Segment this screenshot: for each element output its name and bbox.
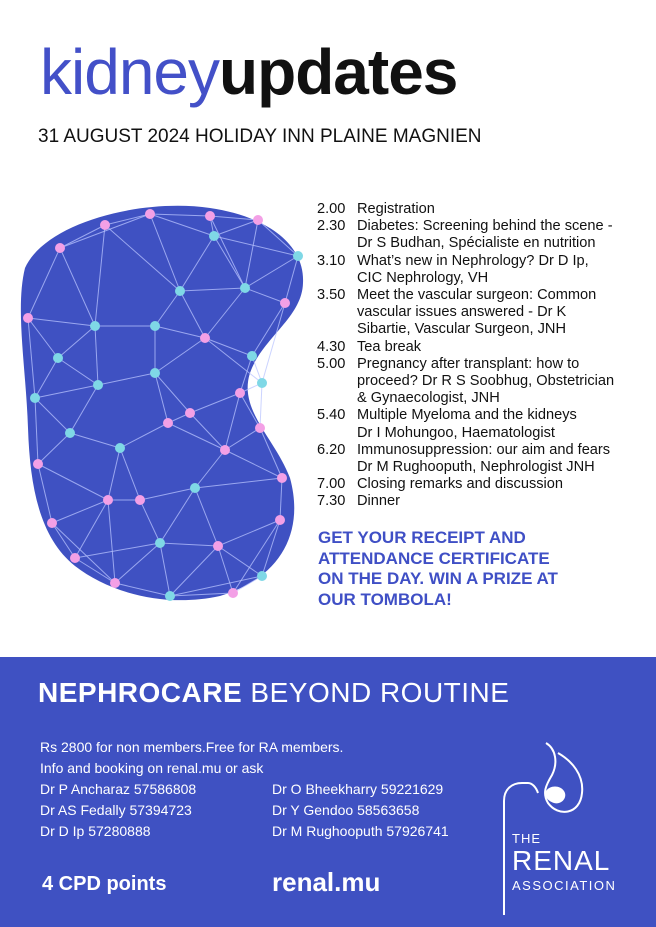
schedule-time: 6.20	[317, 441, 346, 458]
mesh-node	[205, 211, 215, 221]
mesh-line	[260, 383, 262, 428]
logo-renal: RENAL	[512, 845, 611, 876]
contact-left: Dr AS Fedally 57394723	[40, 802, 192, 818]
mesh-node	[150, 321, 160, 331]
schedule-item	[317, 407, 647, 441]
footer-panel	[0, 657, 656, 927]
mesh-node	[53, 353, 63, 363]
mesh-node	[247, 351, 257, 361]
mesh-node	[110, 578, 120, 588]
event-title	[40, 36, 458, 108]
schedule-time: 3.50	[317, 287, 346, 304]
mesh-node	[228, 588, 238, 598]
mesh-node	[235, 388, 245, 398]
mesh-node	[30, 393, 40, 403]
contact-left: Dr D Ip 57280888	[40, 823, 151, 839]
schedule-time: 2.00	[317, 201, 346, 217]
price-info: Rs 2800 for non members.Free for RA members.	[40, 739, 344, 755]
mesh-node	[55, 243, 65, 253]
title-updates: updates	[219, 36, 458, 108]
schedule-text: Multiple Myeloma and the kidneys Dr I Mohungoo, Haematologist	[357, 407, 577, 441]
schedule-text: Pregnancy after transplant: how to proceed? Dr R S Soobhug, Obstetrician & Gynaecologist, JNH	[357, 355, 615, 407]
mesh-node	[47, 518, 57, 528]
schedule-text: Registration	[357, 201, 435, 217]
mesh-node	[135, 495, 145, 505]
mesh-node	[100, 220, 110, 230]
tagline-bold: NEPHROCARE	[38, 677, 243, 708]
programme-schedule	[317, 201, 647, 511]
website-link[interactable]: renal.mu	[272, 867, 381, 897]
schedule-item	[317, 201, 647, 218]
mesh-node	[190, 483, 200, 493]
schedule-text: Tea break	[357, 338, 422, 355]
schedule-item	[317, 356, 647, 408]
mesh-node	[220, 445, 230, 455]
schedule-text: Meet the vascular surgeon: Common vascular issues answered - Dr K Sibartie, Vascular Surgeon, JNH	[357, 287, 597, 338]
mesh-node	[103, 495, 113, 505]
booking-info: Info and booking on renal.mu or ask	[40, 760, 264, 776]
schedule-item	[317, 218, 647, 252]
tagline	[38, 677, 509, 709]
mesh-node	[277, 473, 287, 483]
schedule-item	[317, 339, 647, 356]
mesh-node	[23, 313, 33, 323]
logo-association: ASSOCIATION	[512, 878, 617, 893]
contact-right: Dr Y Gendoo 58563658	[272, 802, 420, 818]
mesh-node	[255, 423, 265, 433]
mesh-node	[175, 286, 185, 296]
mesh-node	[253, 215, 263, 225]
title-kidney: kidney	[40, 36, 219, 108]
schedule-item	[317, 253, 647, 287]
mesh-node	[257, 571, 267, 581]
kidney-network-illustration	[0, 188, 320, 628]
schedule-time: 5.00	[317, 355, 346, 372]
mesh-node	[185, 408, 195, 418]
contact-right: Dr O Bheekharry 59221629	[272, 781, 444, 797]
mesh-node	[115, 443, 125, 453]
promo-text: GET YOUR RECEIPT AND ATTENDANCE CERTIFICATE ON THE DAY. WIN A PRIZE AT OUR TOMBOLA!	[318, 528, 558, 609]
cpd-points: 4 CPD points	[42, 873, 167, 895]
mesh-node	[200, 333, 210, 343]
mesh-node	[145, 209, 155, 219]
schedule-text: Diabetes: Screening behind the scene - Dr S Budhan, Spécialiste en nutrition	[357, 218, 613, 252]
mesh-node	[93, 380, 103, 390]
mesh-node	[155, 538, 165, 548]
schedule-time: 7.00	[317, 476, 346, 493]
schedule-item	[317, 493, 647, 510]
contact-right: Dr M Rughooputh 57926741	[272, 823, 449, 839]
schedule-item	[317, 442, 647, 476]
schedule-time: 4.30	[317, 338, 346, 355]
mesh-node	[165, 591, 175, 601]
schedule-time: 5.40	[317, 407, 346, 424]
mesh-node	[33, 459, 43, 469]
mesh-node	[65, 428, 75, 438]
mesh-node	[213, 541, 223, 551]
mesh-node	[240, 283, 250, 293]
tagline-light: BEYOND ROUTINE	[250, 677, 510, 708]
mesh-node	[275, 515, 285, 525]
mesh-node	[280, 298, 290, 308]
contact-left: Dr P Ancharaz 57586808	[40, 781, 197, 797]
mesh-node	[163, 418, 173, 428]
event-date-venue: 31 AUGUST 2024 HOLIDAY INN PLAINE MAGNIEN	[38, 126, 482, 147]
schedule-item	[317, 476, 647, 493]
schedule-time: 7.30	[317, 493, 346, 510]
logo-the: THE	[512, 831, 541, 846]
mesh-node	[209, 231, 219, 241]
schedule-item	[317, 287, 647, 339]
schedule-text: Closing remarks and discussion	[357, 476, 564, 493]
mesh-node	[70, 553, 80, 563]
schedule-text: Immunosuppression: our aim and fears Dr M Rughooputh, Nephrologist JNH	[357, 441, 611, 476]
mesh-node	[90, 321, 100, 331]
mesh-node	[293, 251, 303, 261]
schedule-time: 2.30	[317, 218, 346, 235]
mesh-node	[257, 378, 267, 388]
mesh-node	[150, 368, 160, 378]
schedule-text: What’s new in Nephrology? Dr D Ip, CIC Nephrology, VH	[357, 252, 589, 286]
schedule-text: Dinner	[357, 493, 400, 510]
schedule-time: 3.10	[317, 252, 346, 269]
